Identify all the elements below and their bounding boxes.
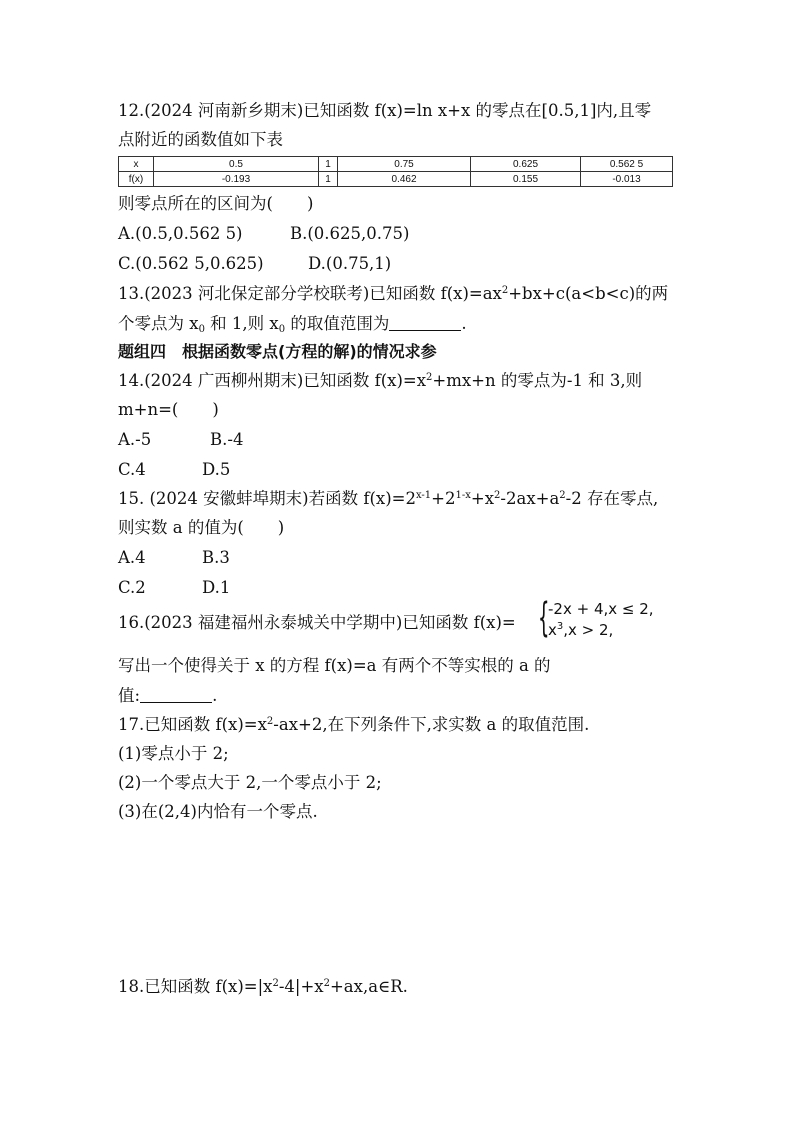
q15-option-c: C.2 xyxy=(118,578,146,597)
q16-text: x xyxy=(548,621,557,639)
q13-text: . xyxy=(461,314,467,333)
q14-options-row-2 xyxy=(118,459,231,481)
table-cell: -0.013 xyxy=(581,172,673,187)
q15-exponent: 2 xyxy=(494,490,501,501)
q12-value-table xyxy=(118,156,673,187)
q15-options-row-1 xyxy=(118,547,230,569)
q15-options-row-2 xyxy=(118,577,231,599)
table-cell: x xyxy=(119,157,154,172)
q14-option-b: B.-4 xyxy=(210,430,244,449)
q16-text: . xyxy=(212,686,218,705)
q13-text: 个零点为 x xyxy=(118,314,199,333)
q14-option-d: D.5 xyxy=(202,460,231,479)
q12-options-row-2 xyxy=(118,253,392,275)
piecewise-function xyxy=(538,595,678,644)
table-cell: 1 xyxy=(319,157,338,172)
q18-text: +ax,a∈R. xyxy=(329,977,408,996)
q13-line-1 xyxy=(118,283,668,305)
q16-text: 写出一个使得关于 x 的方程 f(x)=a 有两个不等实根的 a 的 xyxy=(118,656,551,675)
q15-exponent: 2 xyxy=(559,490,566,501)
q13-text: 和 1,则 x xyxy=(204,314,279,333)
q15-text: ) xyxy=(277,518,285,537)
q13-subscript: 0 xyxy=(198,324,205,335)
table-cell: 0.462 xyxy=(338,172,471,187)
q12-options-row-1 xyxy=(118,223,410,245)
answer-blank[interactable] xyxy=(140,688,212,703)
q15-line-1 xyxy=(118,488,658,510)
q14-text: ) xyxy=(212,400,219,419)
q17-text: 17.已知函数 f(x)=x xyxy=(118,715,267,734)
q13-line-2 xyxy=(118,313,467,335)
q12-option-c: C.(0.562 5,0.625) xyxy=(118,254,264,273)
q18-text: 18.已知函数 f(x)=|x xyxy=(118,977,273,996)
q12-question-text: 则零点所在的区间为( xyxy=(118,194,273,213)
q17-item-1: (1)零点小于 2; xyxy=(118,744,229,763)
q15-text: 则实数 a 的值为( xyxy=(118,518,244,537)
q14-option-c: C.4 xyxy=(118,460,146,479)
q14-exponent: 2 xyxy=(426,372,433,383)
table-cell: 0.75 xyxy=(338,157,471,172)
q18-line-1 xyxy=(118,976,408,998)
table-row xyxy=(119,157,673,172)
q12-option-d: D.(0.75,1) xyxy=(308,254,392,273)
q18-text: -4|+x xyxy=(278,977,324,996)
q14-text: +mx+n 的零点为-1 和 3,则 xyxy=(432,371,643,390)
q15-text: +2 xyxy=(431,489,456,508)
q15-text: -2 存在零点, xyxy=(565,489,659,508)
q12-question xyxy=(118,193,313,215)
q14-text: m+n=( xyxy=(118,400,179,419)
q12-line-2 xyxy=(118,129,283,151)
table-cell: 0.155 xyxy=(471,172,581,187)
q16-text: 16.(2023 福建福州永泰城关中学期中)已知函数 f(x)= xyxy=(118,613,516,632)
q18-exponent: 2 xyxy=(272,978,279,989)
table-cell: f(x) xyxy=(119,172,154,187)
table-cell: 0.562 5 xyxy=(581,157,673,172)
q15-text: 15. (2024 安徽蚌埠期末)若函数 f(x)=2 xyxy=(118,489,416,508)
q13-subscript: 0 xyxy=(278,324,286,335)
q17-item-2: (2)一个零点大于 2,一个零点小于 2; xyxy=(118,773,382,792)
q15-option-d: D.1 xyxy=(202,578,231,597)
section-title: 题组四 根据函数零点(方程的解)的情况求参 xyxy=(118,342,437,361)
q16-line-3 xyxy=(118,685,217,707)
q12-text-1: 12.(2024 河南新乡期末)已知函数 f(x)=ln x+x 的零点在[0.5,1]内,且零 xyxy=(118,101,652,120)
q14-options-row-1 xyxy=(118,429,244,451)
q13-text: +bx+c(a<b<c)的两 xyxy=(508,284,669,303)
q12-text-2: 点附近的函数值如下表 xyxy=(118,130,283,149)
q16-line-2 xyxy=(118,655,551,677)
q17-item-3: (3)在(2,4)内恰有一个零点. xyxy=(118,802,318,821)
table-cell: 0.625 xyxy=(471,157,581,172)
q14-text: 14.(2024 广西柳州期末)已知函数 f(x)=x xyxy=(118,371,427,390)
q17-text: -ax+2,在下列条件下,求实数 a 的取值范围. xyxy=(273,715,590,734)
q17-line-1 xyxy=(118,714,589,736)
table-cell: -0.193 xyxy=(154,172,319,187)
q15-option-a: A.4 xyxy=(118,548,146,567)
q17-exponent: 2 xyxy=(266,716,274,727)
q12-option-b: B.(0.625,0.75) xyxy=(290,224,410,243)
q16-exponent: 3 xyxy=(556,621,564,632)
q15-option-b: B.3 xyxy=(202,548,230,567)
answer-blank[interactable] xyxy=(389,316,461,331)
q15-text: -2ax+a xyxy=(500,489,560,508)
q14-line-1 xyxy=(118,370,642,392)
q15-exponent: x-1 xyxy=(415,490,432,501)
q18-exponent: 2 xyxy=(323,978,330,989)
q15-text: +x xyxy=(470,489,495,508)
q16-text: ,x > 2, xyxy=(563,621,614,639)
table-row xyxy=(119,172,673,187)
q13-exponent: 2 xyxy=(501,285,509,296)
brace-symbol: { xyxy=(538,595,550,641)
q13-text: 13.(2023 河北保定部分学校联考)已知函数 f(x)=ax xyxy=(118,284,502,303)
q15-exponent: 1-x xyxy=(455,490,471,501)
q16-line-1 xyxy=(118,612,516,634)
table-cell: 0.5 xyxy=(154,157,319,172)
q15-line-2 xyxy=(118,517,284,539)
q14-line-2 xyxy=(118,399,219,421)
q16-text: 值: xyxy=(118,686,141,705)
piecewise-case-1: -2x + 4,x ≤ 2, xyxy=(548,600,654,618)
table-cell: 1 xyxy=(319,172,338,187)
q12-question-close: ) xyxy=(306,194,314,213)
q12-option-a: A.(0.5,0.562 5) xyxy=(118,224,243,243)
q13-text: 的取值范围为 xyxy=(285,314,390,333)
q14-option-a: A.-5 xyxy=(118,430,152,449)
q12-line-1 xyxy=(118,100,651,122)
piecewise-case-2 xyxy=(548,621,613,639)
